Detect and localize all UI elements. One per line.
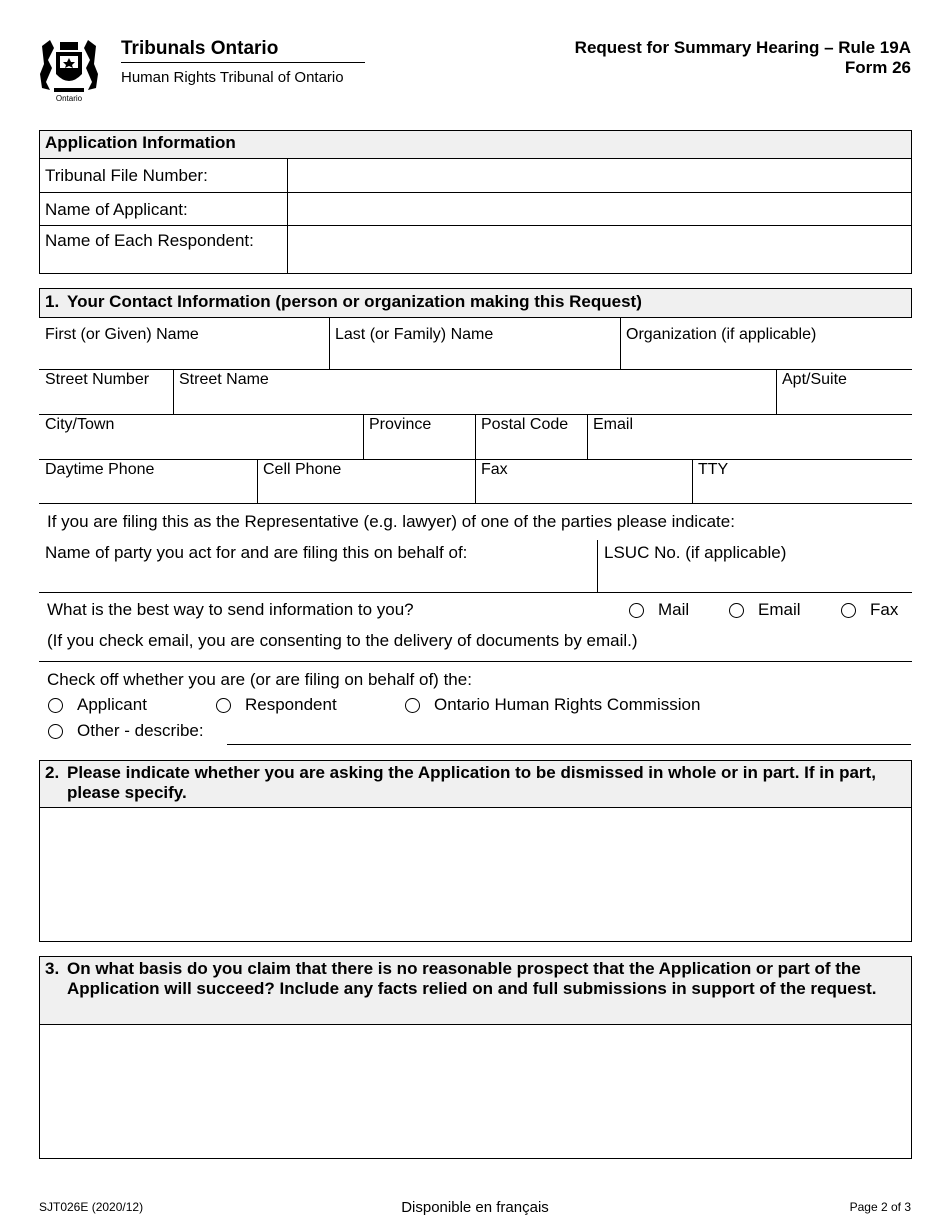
tty-label: TTY bbox=[698, 461, 729, 478]
header-divider bbox=[121, 62, 365, 63]
org-name: Tribunals Ontario bbox=[121, 38, 279, 59]
section-3-title: On what basis do you claim that there is no reasonable prospect that the Application or part of the Application will succeed? Include any facts relied on and full submissions in support of the request. bbox=[67, 959, 877, 998]
file-number-label: Tribunal File Number: bbox=[45, 166, 208, 185]
organization-label: Organization (if applicable) bbox=[626, 326, 817, 343]
email-option-label: Email bbox=[758, 600, 801, 619]
tty-field[interactable] bbox=[694, 480, 910, 501]
representative-note: If you are filing this as the Representative (e.g. lawyer) of one of the parties please indicate: bbox=[47, 512, 735, 531]
organization-field[interactable] bbox=[622, 345, 910, 367]
section-3-answer-field[interactable] bbox=[40, 1026, 911, 1158]
fax-option-label: Fax bbox=[870, 600, 899, 619]
daytime-phone-label: Daytime Phone bbox=[45, 461, 155, 478]
province-label: Province bbox=[369, 416, 432, 433]
cell-phone-label: Cell Phone bbox=[263, 461, 342, 478]
ontario-coat-of-arms-logo bbox=[36, 38, 102, 104]
form-title-block bbox=[575, 38, 911, 78]
contact-section-heading bbox=[45, 292, 905, 312]
other-radio[interactable] bbox=[48, 724, 63, 739]
party-type-question: Check off whether you are (or are filing on behalf of) the: bbox=[47, 670, 472, 689]
commission-option-label: Ontario Human Rights Commission bbox=[434, 695, 701, 714]
application-info-heading: Application Information bbox=[45, 133, 236, 152]
street-name-field[interactable] bbox=[175, 390, 775, 412]
daytime-phone-field[interactable] bbox=[40, 480, 256, 501]
last-name-label: Last (or Family) Name bbox=[335, 326, 494, 343]
other-describe-field[interactable] bbox=[227, 722, 911, 745]
lsuc-field[interactable] bbox=[599, 566, 910, 590]
applicant-name-field[interactable] bbox=[289, 194, 910, 224]
form-code: SJT026E (2020/12) bbox=[39, 1200, 144, 1214]
section-2-title: Please indicate whether you are asking the Application to be dismissed in whole or in part. If in part, please specify. bbox=[67, 763, 876, 802]
apt-suite-label: Apt/Suite bbox=[782, 371, 847, 388]
city-label: City/Town bbox=[45, 416, 115, 433]
first-name-field[interactable] bbox=[40, 345, 328, 367]
email-field[interactable] bbox=[589, 435, 910, 457]
party-name-label: Name of party you act for and are filing this on behalf of: bbox=[45, 543, 468, 562]
email-consent-note: (If you check email, you are consenting to the delivery of documents by email.) bbox=[47, 631, 638, 650]
street-number-field[interactable] bbox=[40, 390, 172, 412]
applicant-radio[interactable] bbox=[48, 698, 63, 713]
file-number-field[interactable] bbox=[289, 160, 910, 191]
respondent-names-field[interactable] bbox=[289, 227, 910, 273]
fax-label: Fax bbox=[481, 461, 508, 478]
lsuc-label: LSUC No. (if applicable) bbox=[604, 543, 787, 562]
street-number-label: Street Number bbox=[45, 371, 150, 388]
province-field[interactable] bbox=[365, 435, 474, 457]
respondent-radio[interactable] bbox=[216, 698, 231, 713]
section-number: 1. bbox=[45, 292, 60, 311]
respondent-names-label: Name of Each Respondent: bbox=[45, 231, 254, 250]
org-subtitle: Human Rights Tribunal of Ontario bbox=[121, 69, 344, 86]
respondent-option-label: Respondent bbox=[245, 695, 337, 714]
applicant-option-label: Applicant bbox=[77, 695, 147, 714]
section-3-heading bbox=[45, 959, 907, 999]
mail-option-label: Mail bbox=[658, 600, 690, 619]
party-name-field[interactable] bbox=[40, 566, 596, 590]
city-field[interactable] bbox=[40, 435, 362, 457]
cell-phone-field[interactable] bbox=[259, 480, 474, 501]
logo-caption: Ontario bbox=[55, 94, 83, 103]
email-radio[interactable] bbox=[729, 603, 744, 618]
form-title: Request for Summary Hearing – Rule 19A bbox=[574, 38, 911, 57]
apt-suite-field[interactable] bbox=[778, 390, 910, 412]
postal-code-field[interactable] bbox=[477, 435, 586, 457]
fax-radio[interactable] bbox=[841, 603, 856, 618]
email-label: Email bbox=[593, 416, 634, 433]
french-availability: Disponible en français bbox=[401, 1199, 549, 1216]
street-name-label: Street Name bbox=[179, 371, 269, 388]
section-title: Your Contact Information (person or organization making this Request) bbox=[67, 292, 642, 311]
form-number: Form 26 bbox=[844, 58, 911, 77]
delivery-method-question: What is the best way to send information to you? bbox=[47, 600, 414, 619]
applicant-name-label: Name of Applicant: bbox=[45, 200, 188, 219]
first-name-label: First (or Given) Name bbox=[45, 326, 199, 343]
section-2-number: 2. bbox=[45, 763, 60, 782]
page-number: Page 2 of 3 bbox=[849, 1200, 911, 1214]
commission-radio[interactable] bbox=[405, 698, 420, 713]
fax-field[interactable] bbox=[477, 480, 691, 501]
mail-radio[interactable] bbox=[629, 603, 644, 618]
other-option-label: Other - describe: bbox=[77, 721, 204, 740]
last-name-field[interactable] bbox=[331, 345, 619, 367]
postal-code-label: Postal Code bbox=[481, 416, 569, 433]
section-2-heading bbox=[45, 763, 905, 803]
section-2-answer-field[interactable] bbox=[40, 809, 911, 941]
section-3-number: 3. bbox=[45, 959, 60, 978]
